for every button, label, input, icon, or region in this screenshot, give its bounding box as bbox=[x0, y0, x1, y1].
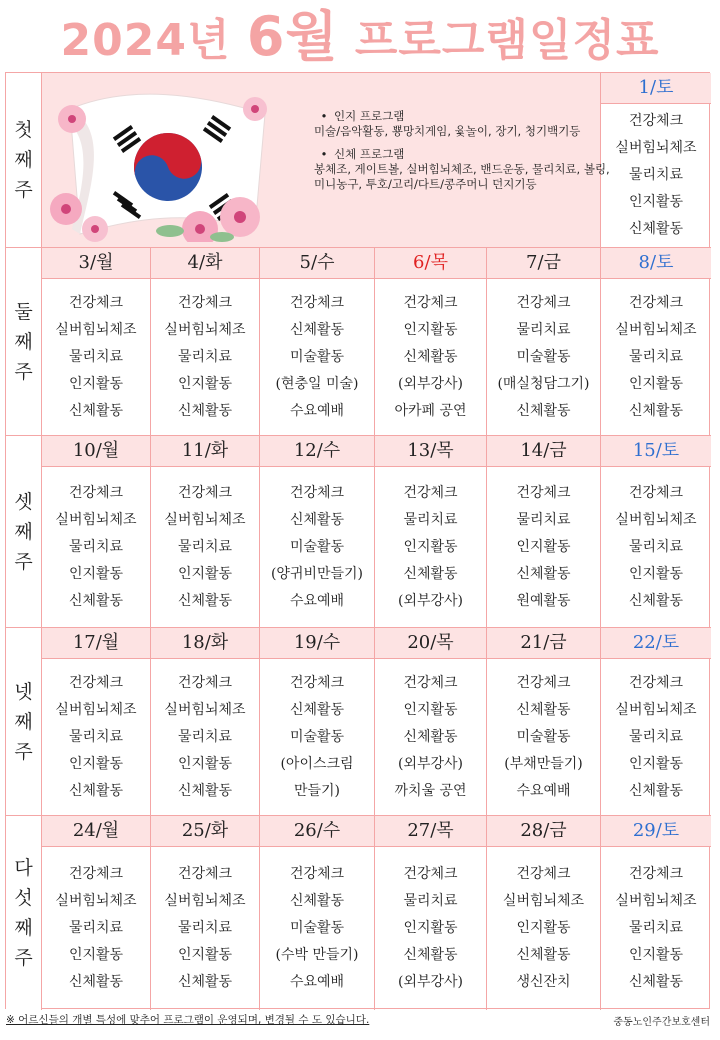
activity-item: 건강체크 bbox=[177, 674, 233, 691]
day-date: 4/화 bbox=[151, 248, 259, 279]
day-date: 18/화 bbox=[151, 628, 259, 659]
activity-item: 물리치료 bbox=[628, 920, 684, 936]
day-date: 10/월 bbox=[42, 436, 150, 467]
activity-item: 건강체크 bbox=[403, 866, 458, 882]
activity-item: 신체활동 bbox=[289, 511, 345, 528]
activity-item: 신체활동 bbox=[628, 974, 684, 990]
week-label-char: 둘 bbox=[14, 300, 33, 323]
activity-item: 건강체크 bbox=[403, 484, 458, 501]
activity-list bbox=[601, 104, 711, 247]
day-date: 28/금 bbox=[487, 816, 600, 847]
activity-item: 실버힘뇌체조 bbox=[615, 140, 697, 156]
week-label bbox=[6, 248, 42, 436]
activity-item: 미술활동 bbox=[289, 538, 345, 555]
day-date: 15/토 bbox=[601, 436, 711, 467]
activity-item: 건강체크 bbox=[289, 484, 345, 501]
day-cell bbox=[487, 816, 601, 1010]
activity-item: 실버힘뇌체조 bbox=[615, 321, 697, 338]
activity-list bbox=[601, 659, 711, 815]
day-date: 29/토 bbox=[601, 816, 711, 847]
day-cell bbox=[260, 436, 375, 628]
week-label-char: 주 bbox=[14, 947, 33, 969]
week-label-char: 다 bbox=[14, 857, 33, 879]
activity-list bbox=[487, 467, 600, 627]
day-date: 26/수 bbox=[260, 816, 374, 847]
activity-item: 실버힘뇌체조 bbox=[615, 511, 697, 528]
activity-item: (아이스크림 bbox=[280, 755, 354, 772]
day-date: 14/금 bbox=[487, 436, 600, 467]
activity-item: 실버힘뇌체조 bbox=[164, 511, 246, 528]
day-cell bbox=[487, 436, 601, 628]
day-cell bbox=[42, 816, 151, 1010]
activity-item: 실버힘뇌체조 bbox=[164, 893, 246, 909]
activity-item: 인지활동 bbox=[403, 538, 458, 555]
day-cell bbox=[375, 248, 487, 436]
activity-item: 건강체크 bbox=[516, 294, 571, 311]
activity-item: 인지활동 bbox=[403, 701, 458, 718]
week-label-char: 섯 bbox=[14, 887, 33, 909]
activity-item: 건강체크 bbox=[628, 866, 684, 882]
activity-list bbox=[601, 279, 711, 435]
activity-item: (부채만들기) bbox=[504, 755, 583, 772]
day-cell bbox=[260, 248, 375, 436]
activity-item: 신체활동 bbox=[628, 402, 684, 419]
activity-item: 신체활동 bbox=[177, 974, 233, 990]
title-month: 6월 bbox=[246, 5, 339, 68]
activity-item: 건강체크 bbox=[68, 294, 124, 311]
activity-item: 수요예배 bbox=[289, 402, 345, 419]
week-label-char: 넷 bbox=[14, 680, 33, 703]
activity-item: 물리치료 bbox=[177, 728, 233, 745]
activity-item: 실버힘뇌체조 bbox=[55, 701, 137, 718]
activity-list bbox=[151, 467, 259, 627]
activity-list bbox=[260, 279, 374, 435]
activity-item: 신체활동 bbox=[289, 701, 345, 718]
activity-item: 건강체크 bbox=[289, 866, 345, 882]
week-label-char: 셋 bbox=[14, 490, 33, 513]
day-date: 27/목 bbox=[375, 816, 486, 847]
day-date: 3/월 bbox=[42, 248, 150, 279]
activity-item: 건강체크 bbox=[177, 866, 233, 882]
day-date: 6/목 bbox=[375, 248, 486, 279]
activity-item: (외부강사) bbox=[397, 592, 464, 609]
week-label bbox=[6, 628, 42, 816]
activity-item: 건강체크 bbox=[516, 866, 571, 882]
day-date: 7/금 bbox=[487, 248, 600, 279]
activity-item: 미술활동 bbox=[516, 348, 571, 365]
activity-list bbox=[601, 467, 711, 627]
activity-list bbox=[260, 467, 374, 627]
day-date: 21/금 bbox=[487, 628, 600, 659]
activity-item: 실버힘뇌체조 bbox=[615, 701, 697, 718]
day-cell bbox=[375, 628, 487, 816]
activity-item: 인지활동 bbox=[516, 920, 571, 936]
activity-item: 인지활동 bbox=[628, 755, 684, 772]
activity-item: 물리치료 bbox=[177, 538, 233, 555]
activity-item: (외부강사) bbox=[397, 755, 464, 772]
activity-list bbox=[375, 467, 486, 627]
activity-item: 신체활동 bbox=[403, 348, 458, 365]
activity-item: 인지활동 bbox=[177, 947, 233, 963]
activity-item: 건강체크 bbox=[403, 674, 458, 691]
activity-item: 물리치료 bbox=[177, 348, 233, 365]
day-date: 1/토 bbox=[601, 73, 711, 104]
activity-item: 인지활동 bbox=[628, 947, 684, 963]
activity-item: 생신잔치 bbox=[516, 974, 571, 990]
activity-item: 신체활동 bbox=[403, 947, 458, 963]
activity-item: 건강체크 bbox=[68, 866, 124, 882]
activity-list bbox=[151, 659, 259, 815]
activity-item: 물리치료 bbox=[68, 920, 124, 936]
activity-item: 건강체크 bbox=[628, 294, 684, 311]
day-cell bbox=[151, 628, 260, 816]
activity-item: 건강체크 bbox=[289, 294, 345, 311]
activity-item: 건강체크 bbox=[516, 484, 571, 501]
day-cell bbox=[151, 436, 260, 628]
day-cell bbox=[375, 816, 487, 1010]
activity-list bbox=[375, 659, 486, 815]
week-label bbox=[6, 816, 42, 1010]
activity-item: 실버힘뇌체조 bbox=[55, 511, 137, 528]
activity-list bbox=[42, 659, 150, 815]
activity-item: (양귀비만들기) bbox=[270, 565, 364, 582]
activity-item: 인지활동 bbox=[628, 194, 684, 210]
activity-item: 실버힘뇌체조 bbox=[615, 893, 697, 909]
activity-item: (수박 만들기) bbox=[275, 947, 359, 963]
day-date: 5/수 bbox=[260, 248, 374, 279]
activity-item: 신체활동 bbox=[289, 893, 345, 909]
day-cell bbox=[151, 816, 260, 1010]
activity-item: 인지활동 bbox=[177, 565, 233, 582]
activity-item: 물리치료 bbox=[68, 538, 124, 555]
activity-list bbox=[151, 279, 259, 435]
activity-item: 물리치료 bbox=[177, 920, 233, 936]
day-date: 11/화 bbox=[151, 436, 259, 467]
activity-item: 신체활동 bbox=[628, 592, 684, 609]
activity-item: 건강체크 bbox=[628, 113, 684, 129]
week-label-char: 주 bbox=[14, 550, 33, 573]
activity-item: 신체활동 bbox=[628, 782, 684, 799]
activity-item: 건강체크 bbox=[68, 484, 124, 501]
activity-list bbox=[601, 847, 711, 1010]
activity-list bbox=[487, 847, 600, 1010]
activity-item: (외부강사) bbox=[397, 974, 464, 990]
activity-item: 인지활동 bbox=[516, 538, 571, 555]
activity-item: 물리치료 bbox=[68, 728, 124, 745]
activity-item: 신체활동 bbox=[403, 728, 458, 745]
activity-item: 신체활동 bbox=[68, 592, 124, 609]
activity-list bbox=[42, 467, 150, 627]
week-label-char: 첫 bbox=[14, 119, 33, 141]
day-cell bbox=[601, 816, 711, 1010]
activity-list bbox=[260, 847, 374, 1010]
page-title bbox=[0, 4, 720, 70]
activity-item: 신체활동 bbox=[177, 782, 233, 799]
activity-item: 실버힘뇌체조 bbox=[164, 321, 246, 338]
week-label-char: 주 bbox=[14, 360, 33, 383]
day-cell bbox=[487, 628, 601, 816]
activity-item: 미술활동 bbox=[289, 348, 345, 365]
activity-item: 만들기) bbox=[293, 782, 341, 799]
day-date: 19/수 bbox=[260, 628, 374, 659]
week-label bbox=[6, 436, 42, 628]
week-label-char: 째 bbox=[14, 710, 33, 733]
center-name: 중동노인주간보호센터 bbox=[613, 1017, 710, 1028]
physical-program-detail: 봉체조, 게이트볼, 실버힘뇌체조, 밴드운동, 물리치료, 볼링, 미니농구, 투호/고리/다트/콩주머니 던지기등 bbox=[314, 162, 610, 191]
activity-item: 인지활동 bbox=[628, 565, 684, 582]
activity-item: 건강체크 bbox=[516, 674, 571, 691]
activity-item: 물리치료 bbox=[516, 511, 571, 528]
activity-item: 건강체크 bbox=[289, 674, 345, 691]
schedule-grid bbox=[5, 72, 710, 1009]
activity-item: 미술활동 bbox=[289, 728, 345, 745]
activity-item: 인지활동 bbox=[628, 375, 684, 392]
cognitive-program-detail: 미술/음악활동, 뿅망치게임, 윷놀이, 장기, 청기백기등 bbox=[314, 124, 581, 138]
week-label-char: 째 bbox=[14, 520, 33, 543]
week-label-char: 째 bbox=[14, 917, 33, 939]
day-cell bbox=[42, 248, 151, 436]
day-date: 13/목 bbox=[375, 436, 486, 467]
activity-item: 인지활동 bbox=[403, 321, 458, 338]
activity-item: 건강체크 bbox=[177, 484, 233, 501]
physical-program-heading: • 신체 프로그램 bbox=[314, 147, 614, 162]
day-cell bbox=[375, 436, 487, 628]
activity-item: 까치울 공연 bbox=[394, 782, 467, 799]
program-description bbox=[314, 105, 614, 200]
week-label bbox=[6, 73, 42, 248]
intro-banner bbox=[42, 73, 610, 248]
activity-item: 신체활동 bbox=[516, 947, 571, 963]
activity-item: 미술활동 bbox=[289, 920, 345, 936]
day-cell bbox=[601, 436, 711, 628]
activity-item: 인지활동 bbox=[68, 565, 124, 582]
activity-item: 인지활동 bbox=[177, 755, 233, 772]
day-cell bbox=[487, 248, 601, 436]
day-cell bbox=[601, 248, 711, 436]
activity-item: 물리치료 bbox=[403, 893, 458, 909]
activity-item: 물리치료 bbox=[403, 511, 458, 528]
activity-item: 실버힘뇌체조 bbox=[55, 893, 137, 909]
activity-item: 신체활동 bbox=[177, 402, 233, 419]
activity-item: 신체활동 bbox=[68, 782, 124, 799]
day-cell bbox=[42, 628, 151, 816]
activity-list bbox=[375, 847, 486, 1010]
activity-item: (현충일 미술) bbox=[275, 375, 359, 392]
week-label-char: 째 bbox=[14, 330, 33, 353]
cognitive-program-heading: • 인지 프로그램 bbox=[314, 109, 614, 124]
activity-item: 신체활동 bbox=[68, 402, 124, 419]
activity-item: 아카페 공연 bbox=[394, 402, 467, 419]
activity-item: 건강체크 bbox=[628, 484, 684, 501]
activity-item: (매실청담그기) bbox=[497, 375, 590, 392]
day-cell bbox=[601, 628, 711, 816]
day-date: 17/월 bbox=[42, 628, 150, 659]
title-year: 2024년 bbox=[60, 15, 231, 66]
activity-list bbox=[487, 659, 600, 815]
day-date: 12/수 bbox=[260, 436, 374, 467]
activity-item: 물리치료 bbox=[68, 348, 124, 365]
activity-item: 건강체크 bbox=[628, 674, 684, 691]
activity-item: 건강체크 bbox=[68, 674, 124, 691]
day-date: 8/토 bbox=[601, 248, 711, 279]
activity-item: 건강체크 bbox=[177, 294, 233, 311]
activity-item: 실버힘뇌체조 bbox=[164, 701, 246, 718]
activity-item: 물리치료 bbox=[628, 167, 684, 183]
korean-flag-illustration bbox=[50, 79, 272, 242]
week-label-char: 째 bbox=[14, 149, 33, 171]
activity-item: 신체활동 bbox=[516, 565, 571, 582]
day-cell bbox=[42, 436, 151, 628]
activity-item: 물리치료 bbox=[628, 728, 684, 745]
activity-list bbox=[375, 279, 486, 435]
activity-item: 신체활동 bbox=[628, 221, 684, 237]
day-cell bbox=[260, 628, 375, 816]
activity-list bbox=[151, 847, 259, 1010]
activity-item: 신체활동 bbox=[177, 592, 233, 609]
day-date: 20/목 bbox=[375, 628, 486, 659]
day-cell bbox=[601, 73, 711, 248]
activity-item: 인지활동 bbox=[177, 375, 233, 392]
activity-list bbox=[42, 847, 150, 1010]
activity-item: 신체활동 bbox=[516, 402, 571, 419]
activity-item: 수요예배 bbox=[289, 592, 345, 609]
activity-item: 실버힘뇌체조 bbox=[502, 893, 585, 909]
activity-item: 실버힘뇌체조 bbox=[55, 321, 137, 338]
activity-item: 신체활동 bbox=[516, 701, 571, 718]
activity-item: 물리치료 bbox=[628, 348, 684, 365]
activity-list bbox=[487, 279, 600, 435]
activity-list bbox=[260, 659, 374, 815]
activity-item: 건강체크 bbox=[403, 294, 458, 311]
activity-item: 미술활동 bbox=[516, 728, 571, 745]
activity-item: 신체활동 bbox=[68, 974, 124, 990]
day-cell bbox=[151, 248, 260, 436]
week-label-char: 주 bbox=[14, 179, 33, 201]
activity-item: 인지활동 bbox=[403, 920, 458, 936]
activity-item: 수요예배 bbox=[289, 974, 345, 990]
activity-item: 인지활동 bbox=[68, 375, 124, 392]
activity-item: 물리치료 bbox=[628, 538, 684, 555]
activity-item: 신체활동 bbox=[289, 321, 345, 338]
activity-item: 인지활동 bbox=[68, 755, 124, 772]
day-date: 25/화 bbox=[151, 816, 259, 847]
day-date: 24/월 bbox=[42, 816, 150, 847]
activity-item: 물리치료 bbox=[516, 321, 571, 338]
activity-item: (외부강사) bbox=[397, 375, 464, 392]
activity-item: 인지활동 bbox=[68, 947, 124, 963]
activity-item: 수요예배 bbox=[516, 782, 571, 799]
day-date: 22/토 bbox=[601, 628, 711, 659]
footnote: ※ 어르신들의 개별 특성에 맞추어 프로그램이 운영되며, 변경될 수 도 있습니다. bbox=[6, 1014, 370, 1026]
activity-item: 신체활동 bbox=[403, 565, 458, 582]
day-cell bbox=[260, 816, 375, 1010]
activity-item: 원예활동 bbox=[516, 592, 571, 609]
title-rest: 프로그램일정표 bbox=[354, 15, 660, 66]
week-label-char: 주 bbox=[14, 740, 33, 763]
activity-list bbox=[42, 279, 150, 435]
